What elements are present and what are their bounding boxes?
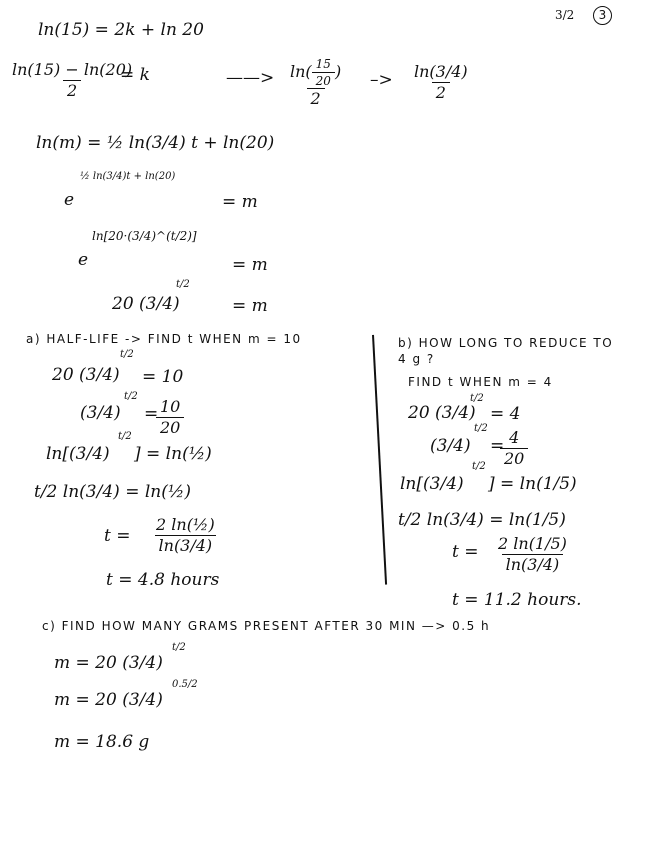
fraction-k bbox=[8, 62, 136, 100]
fraction-k-numerator: ln(15) − ln(20) bbox=[12, 60, 133, 79]
date-label: 3/2 bbox=[555, 8, 575, 22]
column-divider-line bbox=[372, 335, 387, 585]
part-b-step-1-exponent: t/2 bbox=[470, 393, 484, 404]
part-b-step-3-exponent: t/2 bbox=[472, 461, 486, 472]
page-number-circle: 3 bbox=[593, 6, 612, 25]
part-b-step-3-rhs: ] = ln(1/5) bbox=[488, 474, 577, 494]
part-a-t-denominator: ln(3/4) bbox=[155, 535, 217, 555]
part-b-heading-line-3: FIND t WHEN m = 4 bbox=[408, 375, 553, 389]
part-b-step-2-equals: = bbox=[490, 436, 505, 456]
part-b-step-5-lhs: t = bbox=[452, 542, 479, 562]
part-b-heading-line-2: 4 g ? bbox=[398, 352, 435, 366]
part-a-fraction-numerator: 10 bbox=[160, 397, 181, 416]
part-b-fraction-4-20 bbox=[500, 430, 528, 468]
exponent-line-5: ln[20·(3/4)^(t/2)] bbox=[92, 229, 197, 243]
base-e-line-5: e bbox=[78, 250, 89, 270]
part-a-fraction-denominator: 20 bbox=[156, 417, 184, 437]
equals-k: = k bbox=[120, 65, 150, 85]
part-a-fraction-t bbox=[152, 517, 219, 555]
arrow-2: –> bbox=[370, 70, 393, 90]
equation-line-6-lhs: 20 (3/4) bbox=[112, 294, 180, 314]
part-a-step-4: t/2 ln(3/4) = ln(½) bbox=[34, 482, 191, 502]
fraction-ln-3-4-numerator: ln(3/4) bbox=[414, 62, 468, 81]
part-c-step-1-exponent: t/2 bbox=[172, 642, 186, 653]
fraction-ln-3-4-denominator: 2 bbox=[432, 82, 450, 102]
fraction-ln-15-20 bbox=[286, 58, 345, 108]
part-b-step-4: t/2 ln(3/4) = ln(1/5) bbox=[398, 510, 566, 530]
part-b-step-1: 20 (3/4) bbox=[408, 403, 476, 423]
exponent-line-4: ½ ln(3/4)t + ln(20) bbox=[80, 171, 176, 182]
fraction-ln-15-20-denominator: 2 bbox=[307, 88, 325, 108]
fraction-ln-3-4 bbox=[410, 64, 472, 102]
equation-line-6-exponent: t/2 bbox=[176, 279, 190, 290]
part-a-step-2: (3/4) bbox=[80, 403, 121, 423]
part-a-step-2-exponent: t/2 bbox=[124, 391, 138, 402]
part-a-step-5-lhs: t = bbox=[104, 526, 131, 546]
base-e-line-4: e bbox=[64, 190, 75, 210]
equation-line-6-rhs: = m bbox=[232, 296, 268, 316]
part-c-step-2: m = 20 (3/4) bbox=[54, 690, 163, 710]
equation-line-3: ln(m) = ½ ln(3/4) t + ln(20) bbox=[36, 133, 275, 153]
part-a-step-1-exponent: t/2 bbox=[120, 349, 134, 360]
part-a-step-3: ln[(3/4) bbox=[46, 444, 110, 464]
equation-line-1: ln(15) = 2k + ln 20 bbox=[38, 20, 204, 40]
part-c-step-2-exponent: 0.5/2 bbox=[172, 679, 198, 690]
part-b-fraction-denominator: 20 bbox=[500, 448, 528, 468]
part-a-step-3-rhs: ] = ln(½) bbox=[134, 444, 212, 464]
part-a-step-1: 20 (3/4) bbox=[52, 365, 120, 385]
part-a-fraction-10-20 bbox=[156, 399, 184, 437]
part-b-step-1-rhs: = 4 bbox=[490, 404, 521, 424]
part-c-result: m = 18.6 g bbox=[54, 732, 150, 752]
part-b-heading-line-1: b) HOW LONG TO REDUCE TO bbox=[398, 336, 614, 350]
part-a-t-numerator: 2 ln(½) bbox=[156, 515, 215, 534]
part-b-step-3: ln[(3/4) bbox=[400, 474, 464, 494]
part-b-t-denominator: ln(3/4) bbox=[502, 554, 564, 574]
part-b-t-numerator: 2 ln(1/5) bbox=[498, 534, 567, 553]
part-b-fraction-t bbox=[494, 536, 571, 574]
part-a-result: t = 4.8 hours bbox=[106, 570, 220, 590]
part-c-step-1: m = 20 (3/4) bbox=[54, 653, 163, 673]
part-b-fraction-numerator: 4 bbox=[509, 428, 520, 447]
arrow-1: ——> bbox=[226, 68, 275, 88]
part-b-step-2: (3/4) bbox=[430, 436, 471, 456]
equals-m-line-5: = m bbox=[232, 255, 268, 275]
part-b-result: t = 11.2 hours. bbox=[452, 590, 582, 610]
part-b-step-2-exponent: t/2 bbox=[474, 423, 488, 434]
part-a-step-2-equals: = bbox=[144, 404, 159, 424]
fraction-k-denominator: 2 bbox=[63, 80, 81, 100]
equals-m-line-4: = m bbox=[222, 192, 258, 212]
part-a-step-1-rhs: = 10 bbox=[142, 367, 184, 387]
part-c-heading: c) FIND HOW MANY GRAMS PRESENT AFTER 30 MIN —> 0.5 h bbox=[42, 619, 491, 633]
fraction-ln-15-20-numerator: ln( $\frac{15}{20}$ ) bbox=[290, 57, 342, 88]
part-a-step-3-exponent: t/2 bbox=[118, 431, 132, 442]
part-a-heading: a) HALF-LIFE -> FIND t WHEN m = 10 bbox=[26, 332, 302, 346]
